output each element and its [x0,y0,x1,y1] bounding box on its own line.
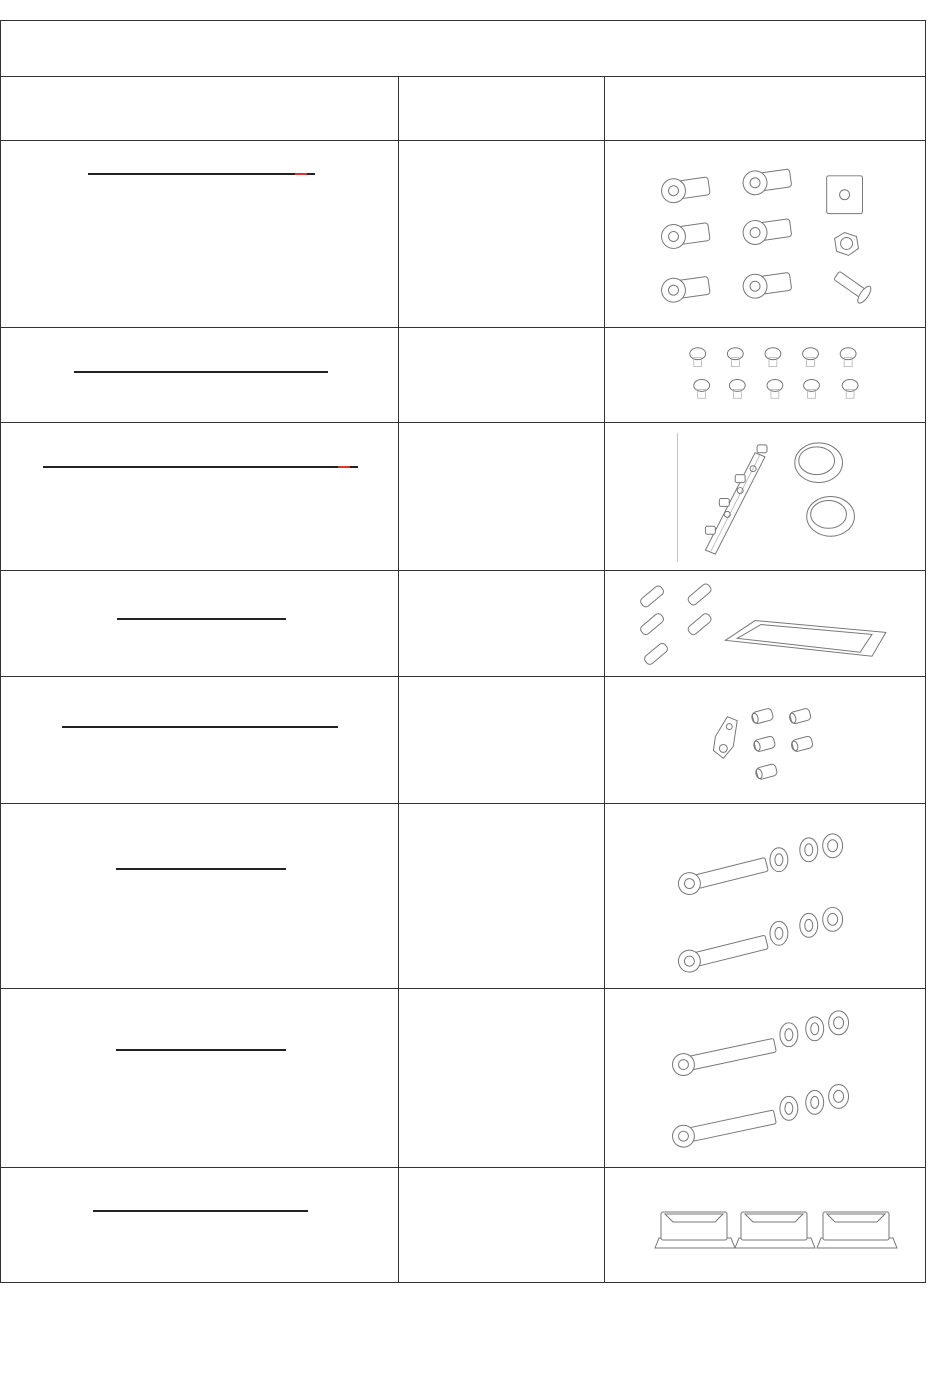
square-caps-icon [605,1168,926,1284]
part-name-line [43,466,358,468]
part-quantity [399,423,605,570]
part-quantity [399,989,605,1167]
table-row [1,677,925,804]
column-header-quantity [399,77,605,141]
part-quantity [399,328,605,422]
parts-table [0,20,926,1283]
column-header-name [1,77,399,141]
table-row [1,1168,925,1284]
part-name-line [116,1049,286,1051]
table-title [1,21,925,77]
table-row [1,328,925,423]
table-row [1,571,925,677]
part-name-line [116,868,286,870]
part-name-line [93,1210,308,1212]
column-header-picture [605,77,926,141]
part-name-line [74,371,328,373]
table-row [1,141,925,328]
small-screws-icon [605,328,926,422]
bolt-washer-nut-set-icon [605,804,926,988]
bolt-set-icon [605,141,926,327]
part-quantity [399,1168,605,1284]
part-quantity [399,677,605,803]
long-bolt-washer-nut-set-icon [605,989,926,1167]
bracket-and-bushings-icon [605,677,926,803]
part-quantity [399,571,605,676]
table-row [1,804,925,989]
part-name-line [88,173,315,175]
part-name-line [62,726,338,728]
part-name-line [117,618,286,620]
dowels-and-plate-icon [605,571,926,676]
part-quantity [399,804,605,988]
table-row [1,989,925,1168]
part-quantity [399,141,605,327]
connector-plate-and-caps-icon [605,423,926,570]
table-row [1,423,925,571]
